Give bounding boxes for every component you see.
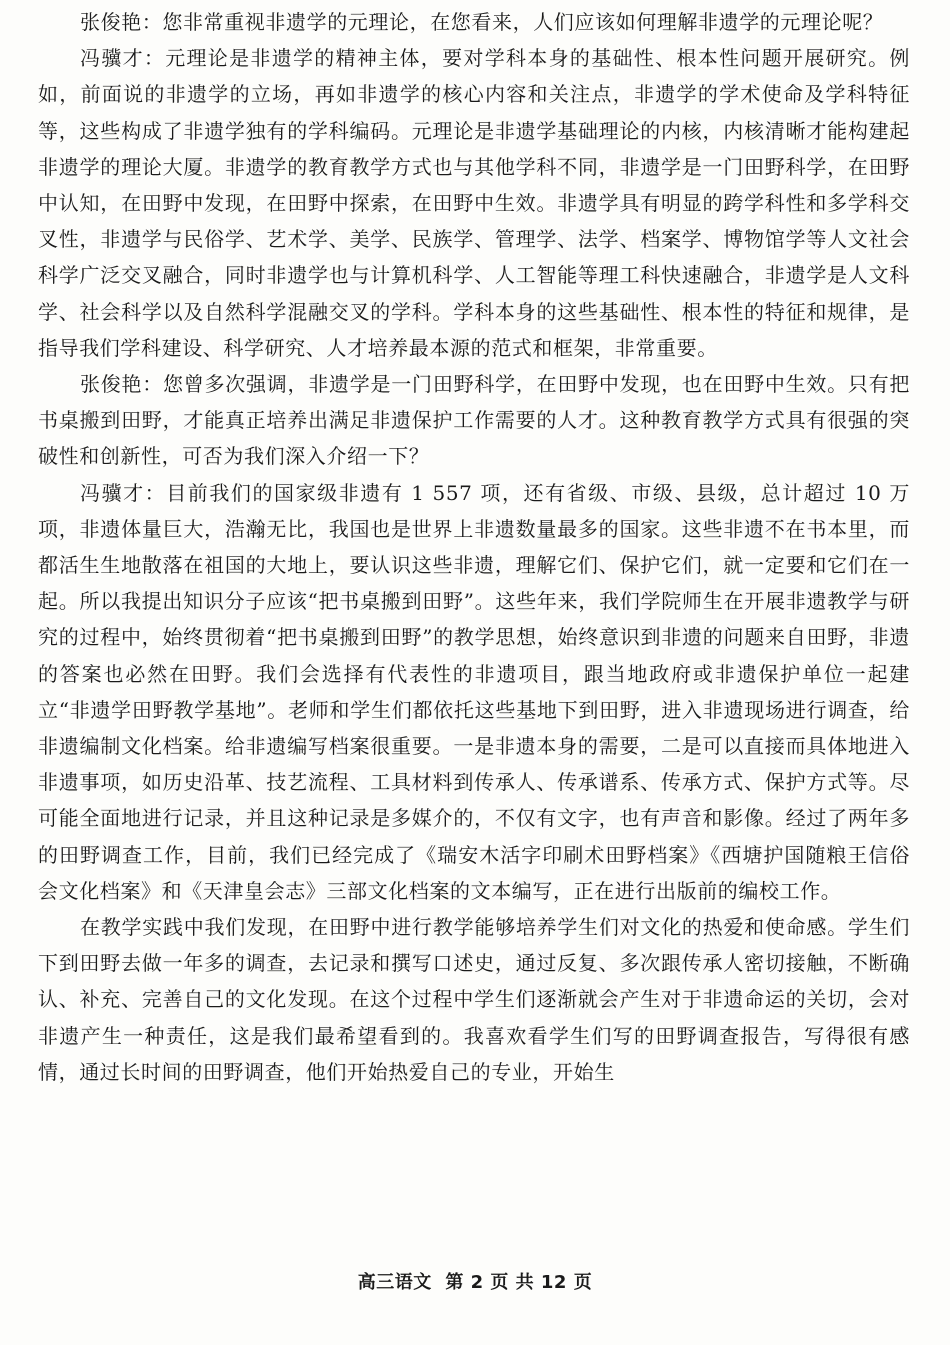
- paragraph-question-meta-theory: 张俊艳：您非常重视非遗学的元理论，在您看来，人们应该如何理解非遗学的元理论呢？: [80, 10, 884, 34]
- paragraph-question-field-science: 张俊艳：您曾多次强调，非遗学是一门田野科学，在田野中发现，也在田野中生效。只有把书桌搬到田野，才能真正培养出满足非遗保护工作需要的人才。这种教育教学方式具有很强的突破性和创新性，可否为我们深入介绍一下？: [38, 372, 910, 469]
- article-body: [38, 4, 910, 1090]
- page-footer: [0, 1268, 950, 1294]
- paragraph-answer-meta-theory: 冯骥才：元理论是非遗学的精神主体，要对学科本身的基础性、根本性问题开展研究。例如，前面说的非遗学的立场，再如非遗学的核心内容和关注点，非遗学的学术使命及学科特征等，这些构成了非遗学独有的学科编码。元理论是非遗学基础理论的内核，内核清晰才能构建起非遗学的理论大厦。非遗学的教育教学方式也与其他学科不同，非遗学是一门田野科学，在田野中认知，在田野中发现，在田野中探索，在田野中生效。非遗学具有明显的跨学科性和多学科交叉性，非遗学与民俗学、艺术学、美学、民族学、管理学、法学、档案学、博物馆学等人文社会科学广泛交叉融合，同时非遗学也与计算机科学、人工智能等理工科快速融合，非遗学是人文科学、社会科学以及自然科学混融交叉的学科。学科本身的这些基础性、根本性的特征和规律，是指导我们学科建设、科学研究、人才培养最本源的范式和框架，非常重要。: [38, 46, 910, 360]
- footer-subject: 高三语文: [357, 1272, 432, 1293]
- paragraph-teaching-practice: 在教学实践中我们发现，在田野中进行教学能够培养学生们对文化的热爱和使命感。学生们下到田野去做一年多的调查，去记录和撰写口述史，通过反复、多次跟传承人密切接触，不断确认、补充、完善自己的文化发现。在这个过程中学生们逐渐就会产生对于非遗命运的关切，会对非遗产生一种责任，这是我们最希望看到的。我喜欢看学生们写的田野调查报告，写得很有感情，通过长时间的田野调查，他们开始热爱自己的专业，开始生: [38, 915, 910, 1084]
- footer-page-number: 第 2 页 共 12 页: [445, 1272, 593, 1293]
- paragraph-answer-field-teaching: 冯骥才：目前我们的国家级非遗有 1 557 项，还有省级、市级、县级，总计超过 10 万项，非遗体量巨大，浩瀚无比，我国也是世界上非遗数量最多的国家。这些非遗不在书本里，而都活生生地散落在祖国的大地上，要认识这些非遗，理解它们、保护它们，就一定要和它们在一起。所以我提出知识分子应该“把书桌搬到田野”。这些年来，我们学院师生在开展非遗教学与研究的过程中，始终贯彻着“把书桌搬到田野”的教学思想，始终意识到非遗的问题来自田野，非遗的答案也必然在田野。我们会选择有代表性的非遗项目，跟当地政府或非遗保护单位一起建立“非遗学田野教学基地”。老师和学生们都依托这些基地下到田野，进入非遗现场进行调查，给非遗编制文化档案。给非遗编写档案很重要。一是非遗本身的需要，二是可以直接而具体地进入非遗事项，如历史沿革、技艺流程、工具材料到传承人、传承谱系、传承方式、保护方式等。尽可能全面地进行记录，并且这种记录是多媒介的，不仅有文字，也有声音和影像。经过了两年多的田野调查工作，目前，我们已经完成了《瑞安木活字印刷术田野档案》《西塘护国随粮王信俗会文化档案》和《天津皇会志》三部文化档案的文本编写，正在进行出版前的编校工作。: [38, 480, 910, 903]
- footer-separator: [432, 1272, 446, 1293]
